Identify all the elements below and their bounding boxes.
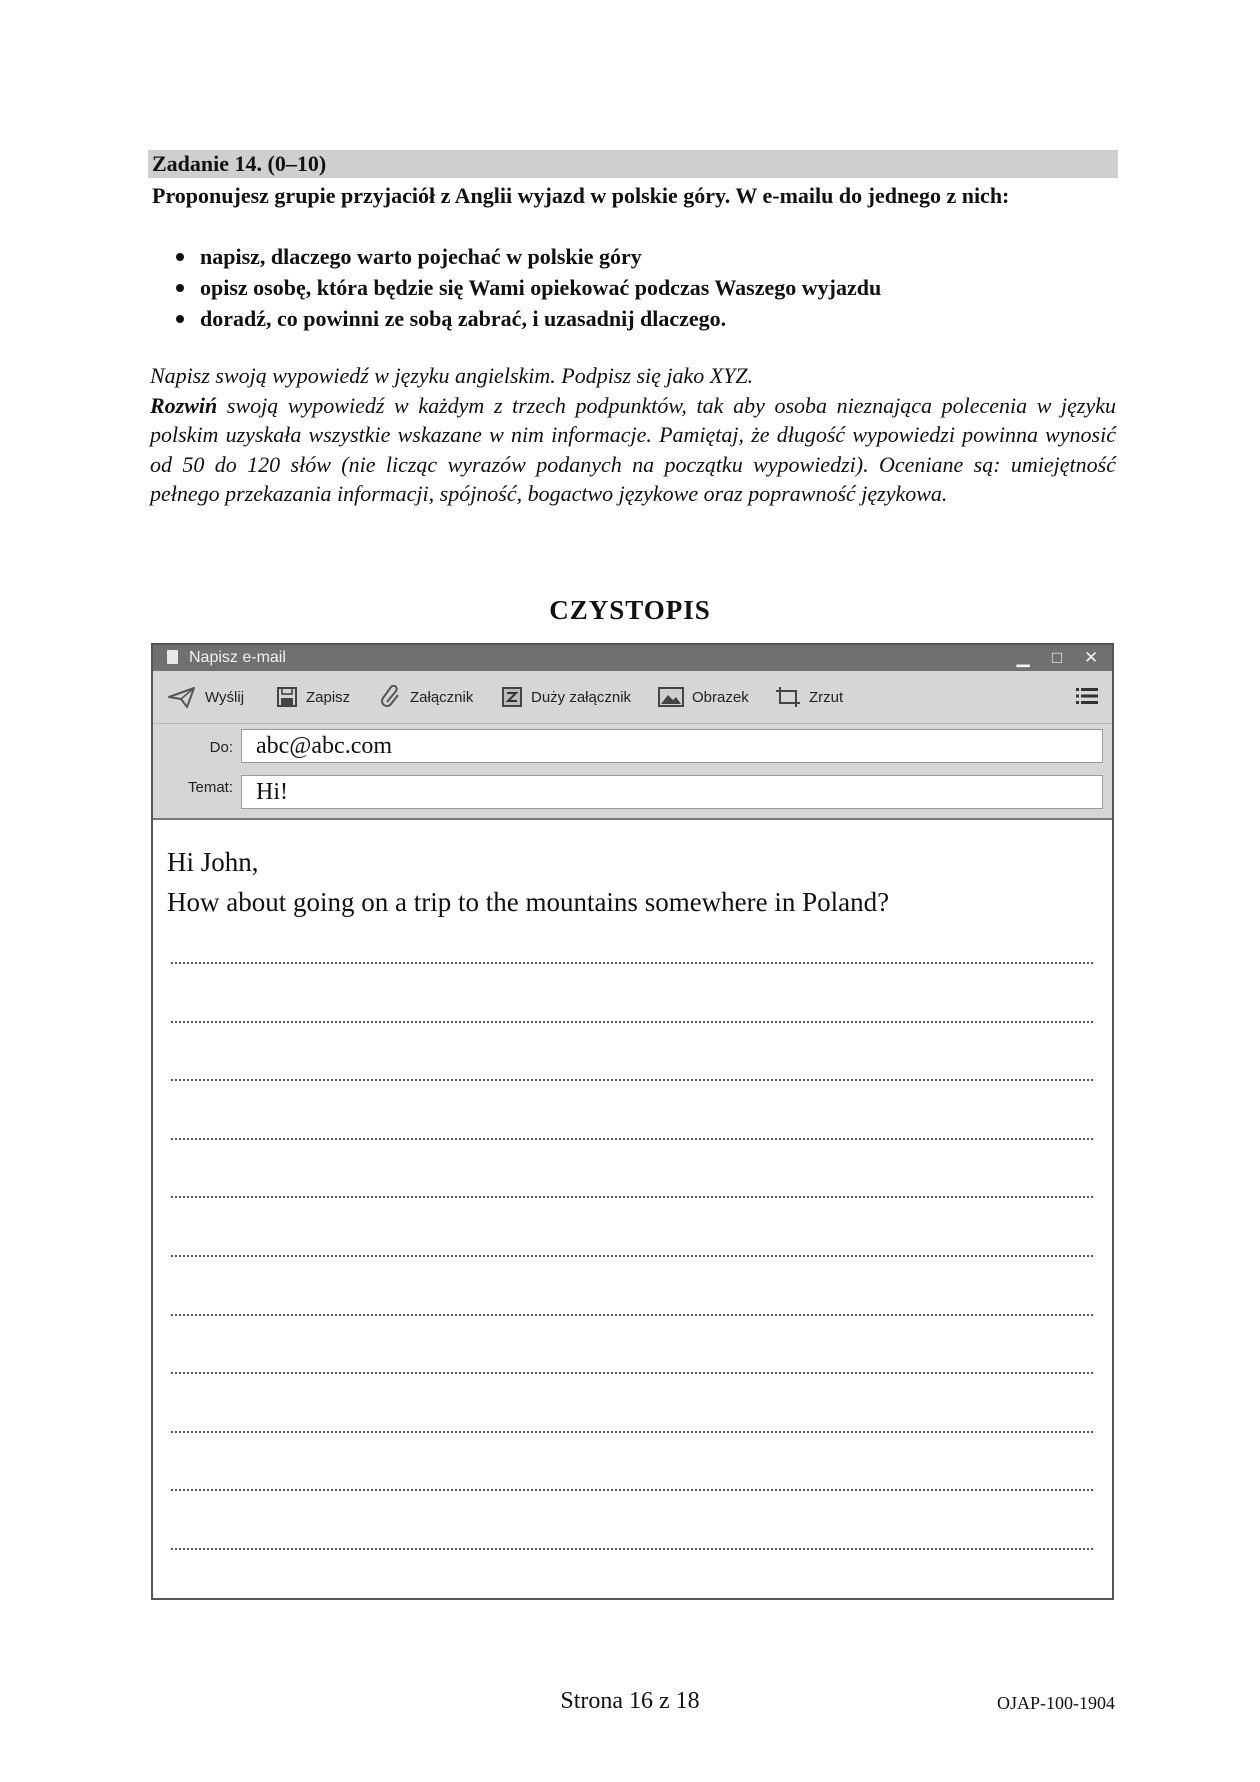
bullet-item: opisz osobę, która będzie się Wami opiekować podczas Waszego wyjazdu xyxy=(176,272,1076,303)
send-label: Wyślij xyxy=(205,688,245,706)
attachment-button[interactable] xyxy=(380,683,473,711)
section-title: CZYSTOPIS xyxy=(549,595,711,625)
email-body[interactable] xyxy=(153,820,1112,922)
task-intro: Proponujesz grupie przyjaciół z Anglii wyjazd w polskie góry. W e-mailu do jednego z nich: xyxy=(152,183,1010,208)
instruction-body: swoją wypowiedź w każdym z trzech podpunktów, tak aby osoba nieznająca polecenia w języku polskim uzyskała wszystkie wskazane w nim informacje. Pamiętaj, że długość wypowiedzi powinna wynosić od 50 do 120 słów (nie licząc wyrazów podanych na początku wypowiedzi). Oceniane są: umiejętność pełnego przekazania informacji, spójność, bogactwo językowe oraz poprawność językowa. xyxy=(150,392,1116,507)
save-button[interactable] xyxy=(276,683,350,711)
email-header-fields xyxy=(153,724,1112,820)
answer-line[interactable] xyxy=(171,1548,1093,1550)
bullet-item: doradź, co powinni ze sobą zabrać, i uzasadnij dlaczego. xyxy=(176,303,1076,334)
answer-line[interactable] xyxy=(171,1021,1093,1023)
send-icon xyxy=(167,685,197,709)
screenshot-button[interactable] xyxy=(775,683,843,711)
screenshot-icon xyxy=(775,686,801,708)
image-label: Obrazek xyxy=(692,688,749,706)
page-number: Strona 16 z 18 xyxy=(560,1688,700,1714)
answer-line[interactable] xyxy=(171,1138,1093,1140)
to-field[interactable]: abc@abc.com xyxy=(241,729,1103,763)
task-bullets xyxy=(176,241,1076,334)
email-window xyxy=(151,643,1114,1600)
large-attachment-label: Duży załącznik xyxy=(531,688,632,706)
document-icon xyxy=(167,650,178,664)
window-titlebar xyxy=(153,645,1112,671)
instruction-lead-word: Rozwiń xyxy=(150,392,218,418)
instructions xyxy=(150,361,1116,509)
to-label: Do: xyxy=(209,739,233,756)
archive-icon xyxy=(501,686,523,708)
answer-line[interactable] xyxy=(171,1489,1093,1491)
task-header: Zadanie 14. (0–10) xyxy=(148,150,1118,178)
instruction-language: Napisz swoją wypowiedź w języku angielskim. Podpisz się jako XYZ. xyxy=(150,363,754,388)
answer-line[interactable] xyxy=(171,1079,1093,1081)
window-title: Napisz e-mail xyxy=(189,649,286,666)
answer-line[interactable] xyxy=(171,1431,1093,1433)
minimize-button[interactable]: ▁ xyxy=(1016,648,1030,667)
paperclip-icon xyxy=(380,685,402,709)
answer-line[interactable] xyxy=(171,962,1093,964)
send-button[interactable] xyxy=(167,683,244,711)
maximize-button[interactable]: □ xyxy=(1051,648,1063,667)
subject-field[interactable]: Hi! xyxy=(241,775,1103,809)
close-button[interactable]: ✕ xyxy=(1084,648,1099,667)
window-controls xyxy=(1016,645,1098,671)
answer-line[interactable] xyxy=(171,1255,1093,1257)
save-label: Zapisz xyxy=(306,688,351,706)
subject-label: Temat: xyxy=(187,779,233,796)
instruction-develop xyxy=(150,391,1116,509)
answer-line[interactable] xyxy=(171,1372,1093,1374)
save-icon xyxy=(276,686,298,708)
email-toolbar xyxy=(153,671,1112,724)
large-attachment-button[interactable] xyxy=(501,683,631,711)
image-icon xyxy=(658,686,684,708)
exam-code: OJAP-100-1904 xyxy=(996,1693,1115,1713)
attachment-label: Załącznik xyxy=(410,688,474,706)
email-opening-line: How about going on a trip to the mountains somewhere in Poland? xyxy=(167,887,890,917)
menu-icon[interactable] xyxy=(1076,687,1098,705)
bullet-item: napisz, dlaczego warto pojechać w polskie góry xyxy=(176,241,1076,272)
screenshot-label: Zrzut xyxy=(809,688,844,706)
image-button[interactable] xyxy=(658,683,749,711)
email-greeting: Hi John, xyxy=(167,847,259,877)
answer-line[interactable] xyxy=(171,1314,1093,1316)
answer-line[interactable] xyxy=(171,1196,1093,1198)
